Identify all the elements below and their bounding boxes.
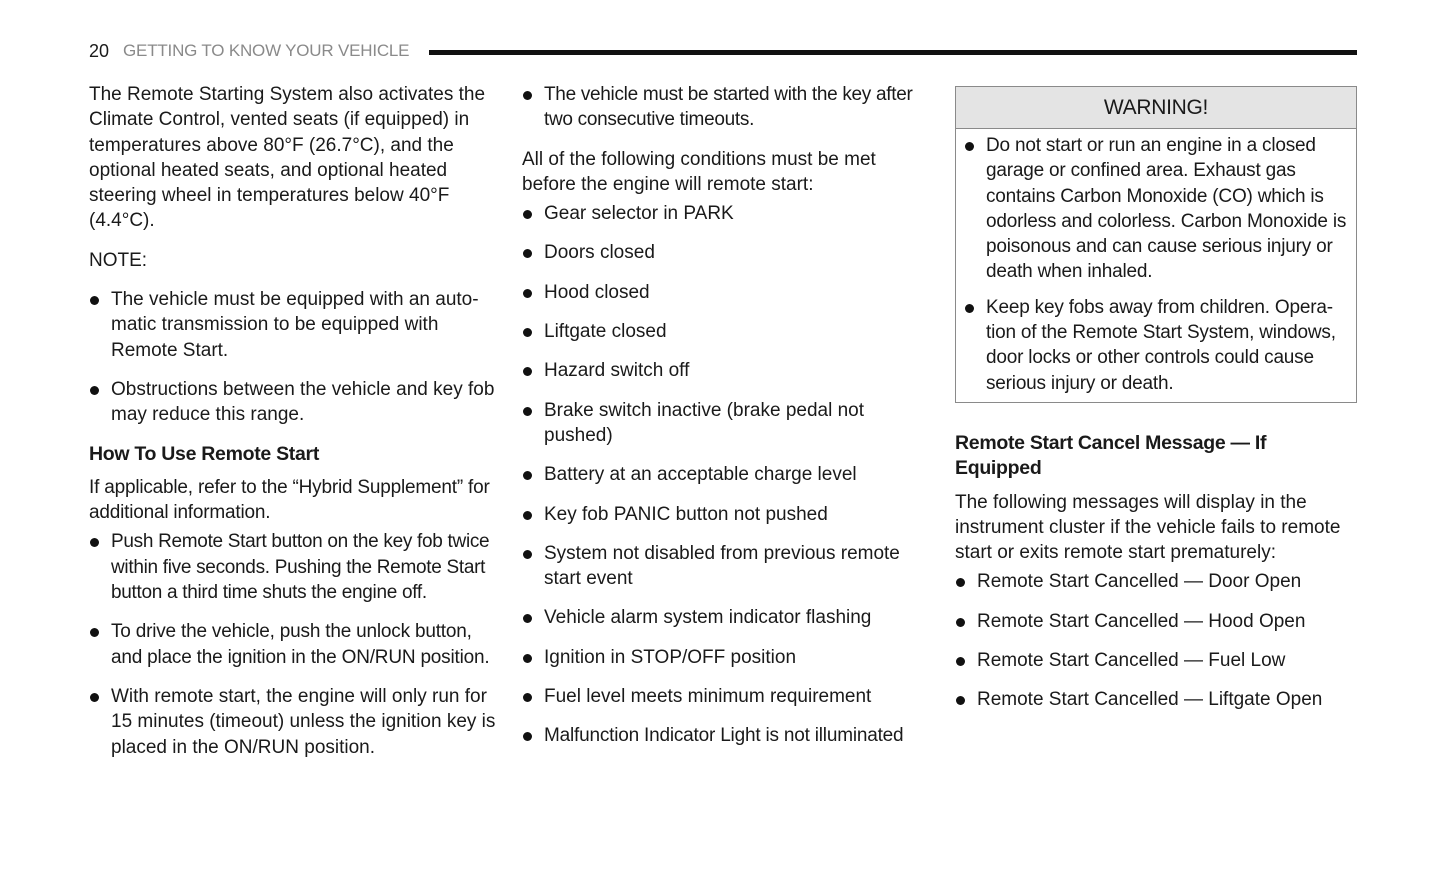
cancel-messages-list xyxy=(955,569,1357,712)
conditions-list xyxy=(522,201,932,748)
list-item: Remote Start Cancelled — Fuel Low xyxy=(955,648,1357,673)
header-rule xyxy=(429,50,1357,55)
page-number: 20 xyxy=(89,40,110,61)
column-2 xyxy=(522,82,932,763)
note-list xyxy=(89,287,499,427)
list-item: Malfunction Indicator Light is not illuminated xyxy=(522,723,932,748)
list-item: Battery at an acceptable charge level xyxy=(522,462,932,487)
list-item: Keep key fobs away from children. Opera-tion of the Remote Start System, windows, door locks or other controls could cause serious injury or death. xyxy=(964,295,1348,396)
warning-box xyxy=(955,86,1357,403)
section-title: GETTING TO KNOW YOUR VEHICLE xyxy=(123,41,410,60)
list-item: With remote start, the engine will only run for 15 minutes (timeout) unless the ignition key is placed in the ON/RUN position. xyxy=(89,684,499,760)
cancel-message-heading: Remote Start Cancel Message — If Equipped xyxy=(955,431,1267,480)
list-item: Key fob PANIC button not pushed xyxy=(522,502,932,527)
list-item: Ignition in STOP/OFF position xyxy=(522,645,932,670)
list-item: Remote Start Cancelled — Hood Open xyxy=(955,609,1357,634)
list-item: Vehicle alarm system indicator flashing xyxy=(522,605,932,630)
hybrid-note: If applicable, refer to the “Hybrid Supplement” for additional information. xyxy=(89,476,490,524)
list-item: Gear selector in PARK xyxy=(522,201,932,226)
conditions-intro: All of the following conditions must be met before the engine will remote start: xyxy=(522,148,876,195)
cancel-intro: The following messages will display in the instrument cluster if the vehicle fails to remote start or exits remote start prematurely: xyxy=(955,491,1341,564)
note-label: NOTE: xyxy=(89,249,148,271)
list-item: Obstructions between the vehicle and key fob may reduce this range. xyxy=(89,377,499,428)
list-item: Push Remote Start button on the key fob twice within five seconds. Pushing the Remote Start button a third time shuts the engine off. xyxy=(89,529,499,605)
list-item: Brake switch inactive (brake pedal not pushed) xyxy=(522,398,932,449)
page-header xyxy=(89,38,1357,64)
intro-paragraph: The Remote Starting System also activates the Climate Control, vented seats (if equipped) in temperatures above 80°F (26.7°C), and the optional heated seats, and optional heated steering wheel in temperatures below 40°F (4.4°C). xyxy=(89,84,486,232)
column-1 xyxy=(89,82,499,774)
list-item: The vehicle must be equipped with an auto-matic transmission to be equipped with Remote Start. xyxy=(89,287,499,363)
list-item: System not disabled from previous remote start event xyxy=(522,541,932,592)
timeout-list xyxy=(522,82,932,133)
list-item: Hazard switch off xyxy=(522,358,932,383)
list-item: Liftgate closed xyxy=(522,319,932,344)
list-item: Fuel level meets minimum requirement xyxy=(522,684,932,709)
list-item: Do not start or run an engine in a closed garage or confined area. Exhaust gas contains Carbon Monoxide (CO) which is odorless and colorless. Carbon Monoxide is poisonous and can cause serious injury or death when inhaled. xyxy=(964,133,1348,285)
warning-title: WARNING! xyxy=(956,87,1356,129)
list-item: Hood closed xyxy=(522,280,932,305)
warning-list xyxy=(964,133,1348,396)
how-to-heading: How To Use Remote Start xyxy=(89,442,320,465)
list-item: The vehicle must be started with the key after two consecutive timeouts. xyxy=(522,82,932,133)
how-to-list xyxy=(89,529,499,759)
column-3 xyxy=(955,82,1357,727)
list-item: Remote Start Cancelled — Liftgate Open xyxy=(955,687,1357,712)
list-item: To drive the vehicle, push the unlock button, and place the ignition in the ON/RUN position. xyxy=(89,619,499,670)
list-item: Doors closed xyxy=(522,240,932,265)
list-item: Remote Start Cancelled — Door Open xyxy=(955,569,1357,594)
